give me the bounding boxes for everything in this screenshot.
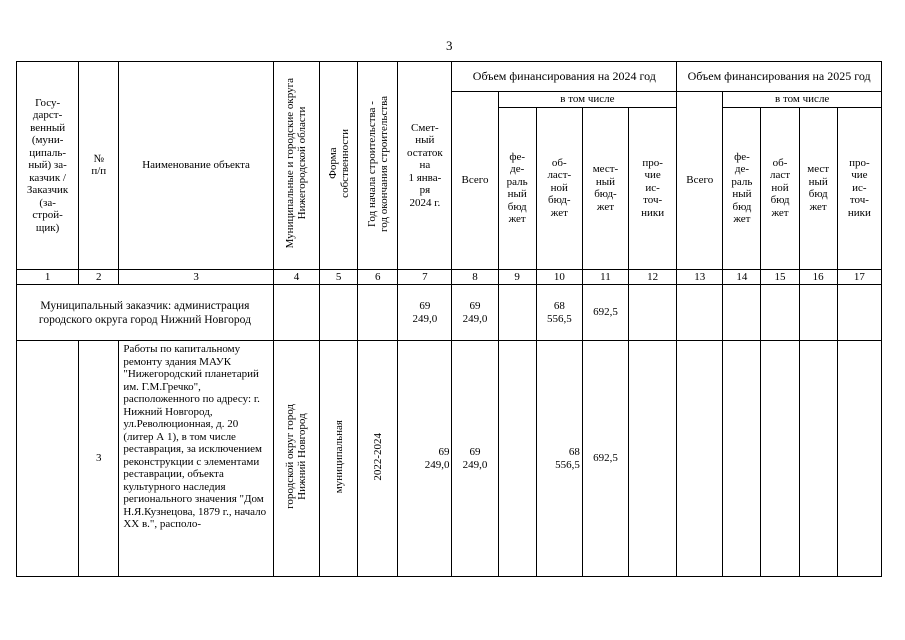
empty-cell <box>273 285 319 341</box>
empty-cell <box>358 285 398 341</box>
object-local-2024: 692,5 <box>582 341 628 577</box>
empty-cell <box>320 285 358 341</box>
empty-cell <box>723 285 761 341</box>
col-number: 7 <box>398 269 452 285</box>
col-number: 12 <box>629 269 677 285</box>
col-number: 10 <box>536 269 582 285</box>
empty-cell <box>498 341 536 577</box>
col-number: 15 <box>761 269 799 285</box>
col-number: 14 <box>723 269 761 285</box>
col-number: 6 <box>358 269 398 285</box>
header-including-2024: в том числе <box>498 92 677 108</box>
header-years: Год начала строительства - год окончания строительства <box>358 62 398 270</box>
header-number: № п/п <box>79 62 119 270</box>
col-number: 5 <box>320 269 358 285</box>
header-financing-2025: Объем финансирования на 2025 год <box>677 62 882 92</box>
header-local-2025: мест ный бюд жет <box>799 107 837 269</box>
header-regional-2024: об- ласт- ной бюд- жет <box>536 107 582 269</box>
customer-estimate-balance: 69 249,0 <box>398 285 452 341</box>
col-number: 16 <box>799 269 837 285</box>
header-other-2025: про- чие ис- точ- ники <box>837 107 881 269</box>
object-ownership: муниципальная <box>320 341 358 577</box>
customer-label: Муниципальный заказчик: администрация городского округа город Нижний Новгород <box>17 285 274 341</box>
col-number: 1 <box>17 269 79 285</box>
object-estimate-balance: 69 249,0 <box>398 341 452 577</box>
object-regional-2024: 68 556,5 <box>536 341 582 577</box>
header-total-2025: Всего <box>677 92 723 270</box>
customer-row <box>17 285 882 341</box>
col-number: 9 <box>498 269 536 285</box>
customer-total-2024: 69 249,0 <box>452 285 498 341</box>
empty-cell <box>837 341 881 577</box>
object-name: Работы по капитальному ремонту здания МАУК "Нижегородский планетарий им. Г.М.Гречко", расположенного по адресу: г. Нижний Новгород, ул.Революционная, д. 20 (литер А 1), в том числе реставрация, за исключением реконструкции с элементами реставрации, объекта культурного наследия регионального значения "Дом Н.Я.Кузнецова, 1879 г., начало XX в.", располо- <box>119 341 274 577</box>
empty-cell <box>761 341 799 577</box>
page-number: 3 <box>446 38 453 53</box>
header-customer: Госу- дарст- венный (муни- ципаль- ный) за- казчик / Заказчик (за- строй- щик) <box>17 62 79 270</box>
empty-cell <box>17 341 79 577</box>
col-number: 3 <box>119 269 274 285</box>
col-number: 2 <box>79 269 119 285</box>
header-financing-2024: Объем финансирования на 2024 год <box>452 62 677 92</box>
empty-cell <box>677 341 723 577</box>
empty-cell <box>629 341 677 577</box>
col-number: 8 <box>452 269 498 285</box>
header-total-2024: Всего <box>452 92 498 270</box>
header-object-name: Наименование объекта <box>119 62 274 270</box>
empty-cell <box>677 285 723 341</box>
header-ownership: Форма собственности <box>320 62 358 270</box>
object-total-2024: 69 249,0 <box>452 341 498 577</box>
customer-regional-2024: 68 556,5 <box>536 285 582 341</box>
empty-cell <box>761 285 799 341</box>
header-federal-2024: фе- де- раль ный бюд жет <box>498 107 536 269</box>
customer-local-2024: 692,5 <box>582 285 628 341</box>
col-number: 17 <box>837 269 881 285</box>
header-local-2024: мест- ный бюд- жет <box>582 107 628 269</box>
object-number: 3 <box>79 341 119 577</box>
empty-cell <box>837 285 881 341</box>
object-row <box>17 341 882 577</box>
header-federal-2025: фе- де- раль ный бюд жет <box>723 107 761 269</box>
header-estimate-balance: Смет- ный остаток на 1 янва- ря 2024 г. <box>398 62 452 270</box>
header-municipality: Муниципальные и городские округа Нижегородской области <box>273 62 319 270</box>
object-municipality: городской округ город Нижний Новгород <box>273 341 319 577</box>
col-number: 11 <box>582 269 628 285</box>
empty-cell <box>799 285 837 341</box>
object-years: 2022-2024 <box>358 341 398 577</box>
empty-cell <box>723 341 761 577</box>
empty-cell <box>799 341 837 577</box>
col-number: 13 <box>677 269 723 285</box>
col-number: 4 <box>273 269 319 285</box>
header-other-2024: про- чие ис- точ- ники <box>629 107 677 269</box>
header-including-2025: в том числе <box>723 92 882 108</box>
empty-cell <box>629 285 677 341</box>
header-regional-2025: об- ласт ной бюд жет <box>761 107 799 269</box>
column-numbers-row <box>17 269 882 285</box>
financing-table <box>16 61 882 577</box>
empty-cell <box>498 285 536 341</box>
